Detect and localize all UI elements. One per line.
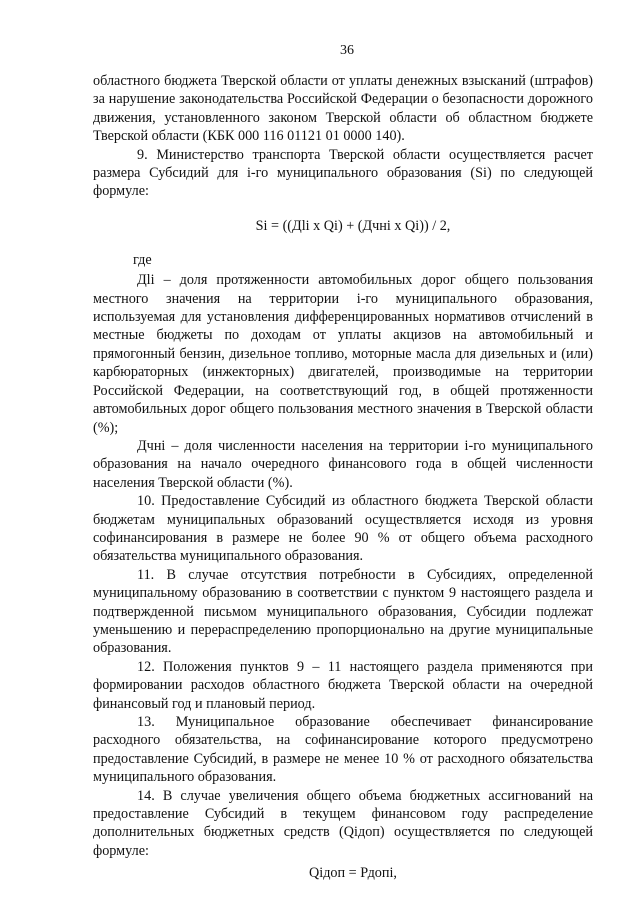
subsidy-formula: Si = ((Дli x Qi) + (Дчнi x Qi)) / 2, — [255, 217, 451, 234]
paragraph-point-11: 11. В случае отсутствия потребности в Субсидиях, определенной муниципальному образованию в соответствии с пунктом 9 настоящего раздела и подтвержденной письмом муниципального образования, Субсидии подлежат уменьшению и перераспределению пропорционально на другие муниципальные образования. — [93, 566, 593, 657]
additional-funds-formula: Qiдоп = Рдопi, — [309, 865, 397, 882]
paragraph-point-10: 10. Предоставление Субсидий из областного бюджета Тверской области бюджетам муниципальных образований осуществляется исходя из уровня софинансирования в размере не более 90 % от общего объема расходного обязательства муниципального образования. — [93, 493, 593, 565]
document-page — [93, 42, 593, 882]
page-number: 36 — [340, 43, 354, 58]
paragraph-point-14: 14. В случае увеличения общего объема бюджетных ассигнований на предоставление Субсидий в текущем финансовом году распределение дополнительных бюджетных средств (Qiдоп) осуществляется по следующей формуле: — [93, 787, 593, 859]
definition-population-share: Дчнi – доля численности населения на территории i-го муниципального образования на начало очередного финансового года в общей численности населения Тверской области (%). — [93, 437, 593, 491]
where-label: где — [133, 251, 152, 268]
paragraph-continuation: областного бюджета Тверской области от уплаты денежных взысканий (штрафов) за нарушение законодательства Российской Федерации о безопасности дорожного движения, установленного законом Тверской области об областном бюджете Тверской области (КБК 000 116 01121 01 0000 140). — [93, 73, 593, 145]
paragraph-point-12: 12. Положения пунктов 9 – 11 настоящего раздела применяются при формировании расходов областного бюджета Тверской области на очередной финансовый год и плановый период. — [93, 658, 593, 712]
paragraph-point-9: 9. Министерство транспорта Тверской области осуществляется расчет размера Субсидий для i-го муниципального образования (Si) по следующей формуле: — [93, 146, 593, 200]
definition-road-share: Дli – доля протяженности автомобильных дорог общего пользования местного значения на территории i-го муниципального образования, используемая для установления дифференцированных нормативов отчислений в местные бюджеты по доходам от уплаты акцизов на автомобильный и прямогонный бензин, дизельное топливо, моторные масла для дизельных и (или) карбюраторных (инжекторных) двигателей, производимые на территории Российской Федерации, на соответствующий год, в общей протяженности автомобильных дорог общего пользования местного значения в Тверской области (%); — [93, 272, 593, 436]
paragraph-point-13: 13. Муниципальное образование обеспечивает финансирование расходного обязательства, на софинансирование которого предусмотрено предоставление Субсидий, в размере не менее 10 % от расходного обязательства муниципального образования. — [93, 714, 593, 786]
